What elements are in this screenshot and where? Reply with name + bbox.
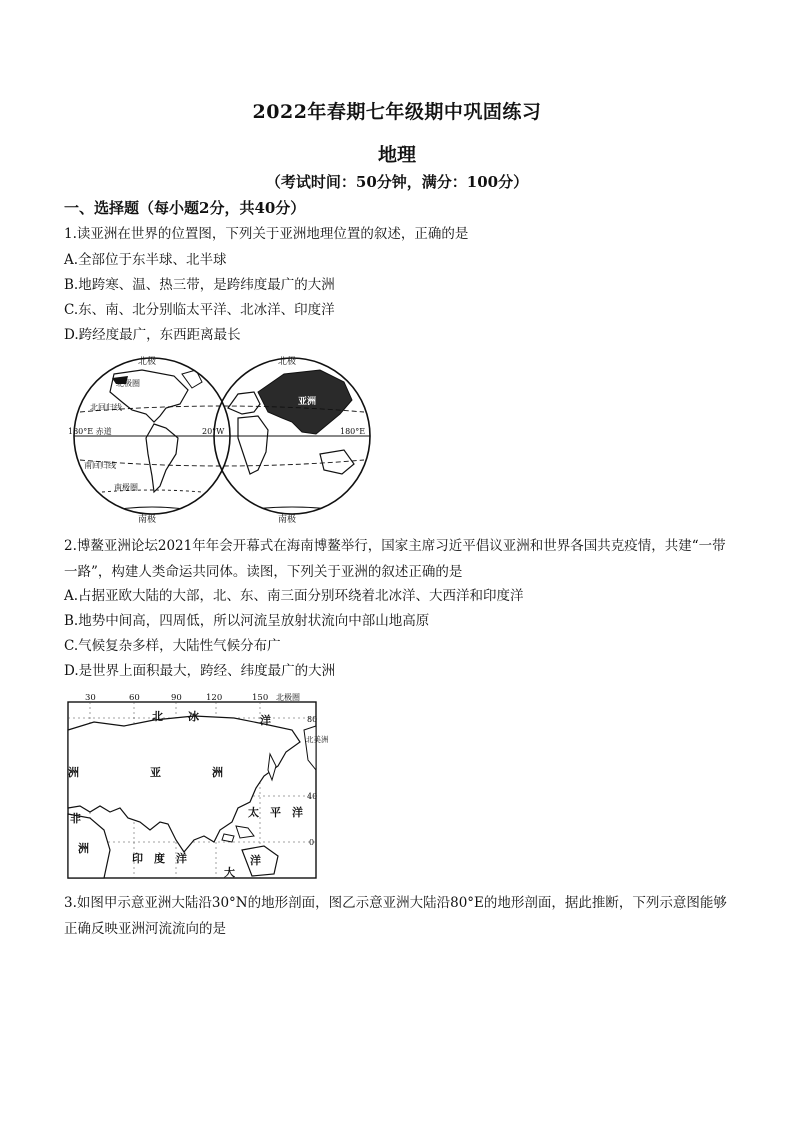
lon-label-150: 150	[252, 693, 269, 703]
asia-map	[64, 690, 329, 882]
q2-option-b: B.地势中间高，四周低，所以河流呈放射状流向中部山地高原	[64, 613, 430, 629]
subject-title: 地理	[377, 144, 416, 166]
arctic-ocean-char: 洋	[260, 714, 271, 727]
meridian-20w-label: 20°W	[202, 427, 225, 436]
lat-label-40: 40	[307, 792, 318, 801]
exam-info: （考试时间：50分钟，满分：100分）	[265, 173, 529, 191]
lat-label-0: 0	[309, 838, 315, 847]
lon-label-120: 120	[206, 693, 223, 703]
tropic-of-capricorn-label: 南回归线	[84, 461, 116, 470]
africa-fei-char: 非	[70, 812, 81, 825]
q2-stem: 2.博鳌亚洲论坛2021年年会开幕式在海南博鳌举行，国家主席习近平倡议亚洲和世界各国共克疫情，共建“一带一路”，构建人类命运共同体。读图，下列关于亚洲的叙述正确的是	[64, 538, 726, 580]
meridian-180e-label: 180°E	[340, 427, 366, 436]
q2-option-a: A.占据亚欧大陆的大部，北、东、南三面分别环绕着北冰洋、大西洋和印度洋	[64, 588, 524, 604]
lon-label-30: 30	[85, 693, 96, 703]
q1-option-b: B.地跨寒、温、热三带，是跨纬度最广的大洲	[64, 277, 335, 293]
section-title: 一、选择题（每小题2分，共40分）	[64, 199, 306, 217]
q2-option-c: C.气候复杂多样，大陆性气候分布广	[64, 638, 281, 654]
antarctic-circle-label: 南极圈	[114, 483, 138, 492]
asia-label: 亚洲	[298, 397, 317, 407]
asia-ya-char: 亚	[150, 766, 161, 779]
q1-option-a: A.全部位于东半球、北半球	[64, 252, 227, 268]
tropic-of-cancer-label: 北回归线	[90, 403, 122, 412]
north-pole-label-right: 北极	[278, 357, 297, 367]
hemisphere-map	[62, 352, 372, 530]
africa-zhou-char: 洲	[78, 842, 89, 855]
arctic-circle-map-label: 北极圈	[276, 693, 300, 702]
europe-zhou-char: 洲	[68, 766, 79, 779]
north-pole-label-left: 北极	[138, 357, 157, 367]
asia-zhou-char: 洲	[212, 766, 223, 779]
oceania-yang-char: 洋	[250, 854, 261, 867]
western-hemisphere-land	[102, 370, 202, 522]
lat-label-80: 80	[307, 715, 318, 724]
pacific-ping-char: 平	[270, 806, 281, 819]
indian-yang-char: 洋	[176, 852, 187, 865]
q1-option-c: C.东、南、北分别临太平洋、北冰洋、印度洋	[64, 302, 335, 318]
equator-label: 180°E 赤道	[68, 427, 112, 436]
south-pole-label-left: 南极	[138, 515, 157, 525]
north-america-label: 北美洲	[306, 735, 329, 744]
pacific-tai-char: 太	[248, 806, 259, 819]
q2-option-d: D.是世界上面积最大，跨经、纬度最广的大洲	[64, 663, 336, 679]
arctic-north-char: 北	[152, 710, 163, 723]
lon-label-90: 90	[171, 693, 182, 703]
lon-label-60: 60	[129, 693, 140, 703]
q3-stem: 3.如图甲示意亚洲大陆沿30°N的地形剖面，图乙示意亚洲大陆沿80°E的地形剖面，据此推断，下列示意图能够正确反映亚洲河流流向的是	[64, 895, 727, 937]
pacific-yang-char: 洋	[292, 806, 303, 819]
arctic-ice-char: 冰	[188, 710, 199, 723]
oceania-da-char: 大	[224, 866, 235, 879]
q1-stem: 1.读亚洲在世界的位置图，下列关于亚洲地理位置的叙述，正确的是	[64, 226, 469, 242]
exam-title: 2022年春期七年级期中巩固练习	[252, 101, 542, 123]
indian-yin-char: 印	[132, 852, 143, 865]
arctic-circle-label: 北极圈	[116, 379, 140, 388]
indian-du-char: 度	[154, 852, 165, 865]
south-pole-label-right: 南极	[278, 515, 297, 525]
q1-option-d: D.跨经度最广，东西距离最长	[64, 327, 241, 343]
